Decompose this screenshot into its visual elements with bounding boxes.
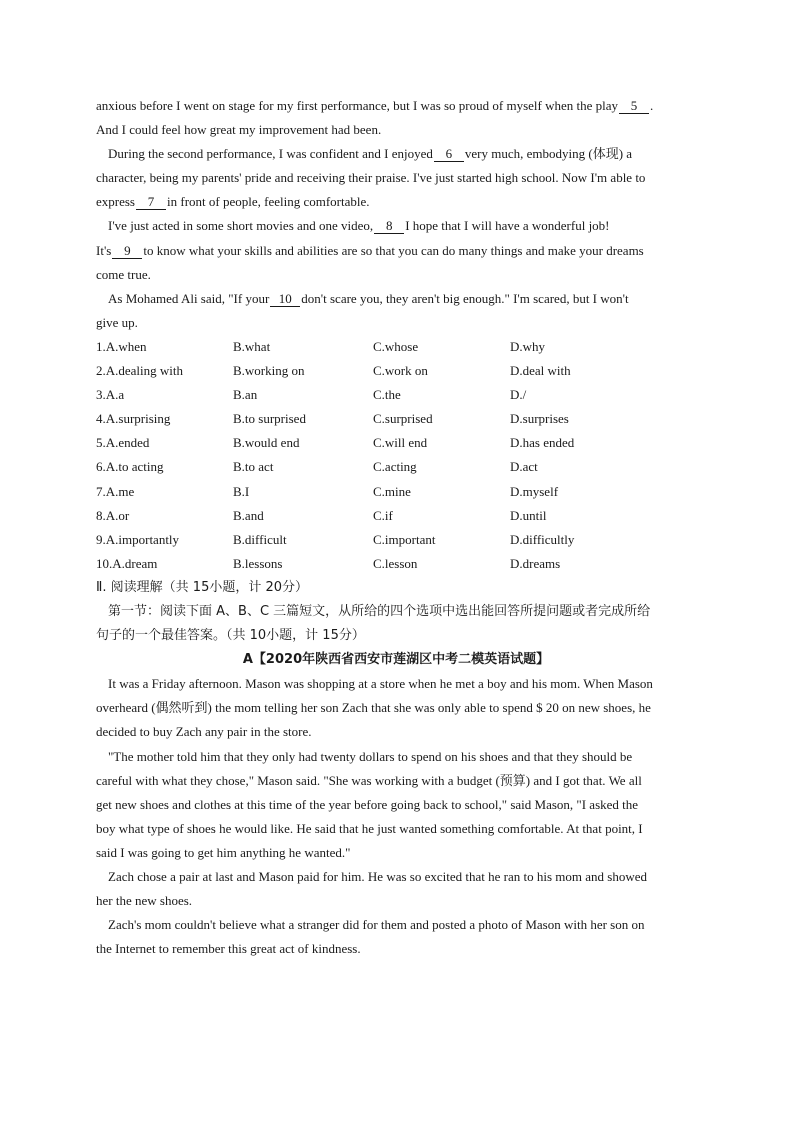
- passage-text: in front of people, feeling comfortable.: [167, 194, 370, 210]
- article-line: her the new shoes.: [96, 893, 193, 909]
- option-b[interactable]: B.lessons: [233, 555, 283, 571]
- option-d[interactable]: D.has ended: [510, 435, 575, 451]
- option-row: [96, 359, 696, 383]
- passage-text: .: [650, 98, 654, 113]
- option-c[interactable]: C.the: [373, 387, 401, 403]
- option-a[interactable]: 1.A.when: [96, 338, 147, 354]
- option-a[interactable]: 10.A.dream: [96, 555, 158, 571]
- option-d[interactable]: D.myself: [510, 483, 559, 499]
- passage-text: I hope that I will have a wonderful job!: [405, 218, 610, 234]
- option-d[interactable]: D.why: [510, 338, 546, 354]
- article-line: It was a Friday afternoon. Mason was shopping at a store when he met a boy and his mom. When Mason: [108, 676, 653, 692]
- option-row: [96, 528, 696, 552]
- article-line: "The mother told him that they only had twenty dollars to spend on his shoes and that they should be: [108, 748, 633, 764]
- passage-text: don't scare you, they aren't big enough." I'm scared, but I won't: [301, 290, 629, 306]
- option-a[interactable]: 8.A.or: [96, 507, 130, 523]
- section-instruction: 第一节：阅读下面 A、B、C 三篇短文，从所给的四个选项中选出能回答所提问题或者完成所给: [108, 603, 651, 619]
- article-line: careful with what they chose," Mason said. "She was working with a budget (预算) and I got that. We all: [96, 772, 642, 788]
- option-row: [96, 431, 696, 455]
- passage-line: [96, 190, 696, 214]
- option-d[interactable]: D.until: [510, 507, 547, 523]
- passage-line: [96, 287, 696, 311]
- passage-line: [96, 166, 696, 190]
- option-row: [96, 455, 696, 479]
- option-row: [96, 383, 696, 407]
- option-a[interactable]: 4.A.surprising: [96, 411, 171, 427]
- option-c[interactable]: C.important: [373, 531, 436, 547]
- article-line: Zach's mom couldn't believe what a stranger did for them and posted a photo of Mason with her son on: [108, 917, 645, 933]
- option-a[interactable]: 5.A.ended: [96, 435, 150, 451]
- option-row: [96, 480, 696, 504]
- passage-line: [96, 239, 696, 263]
- passage-line: [96, 263, 696, 287]
- passage-text: During the second performance, I was confident and I enjoyed: [108, 146, 433, 162]
- blank-5[interactable]: 5: [619, 98, 649, 114]
- passage-text: And I could feel how great my improvement had been.: [96, 122, 382, 138]
- article-line: Zach chose a pair at last and Mason paid for him. He was so excited that he ran to his mom and showed: [108, 869, 647, 884]
- document-page: [96, 94, 696, 961]
- passage-text: express: [96, 194, 135, 210]
- passage-line: [96, 311, 696, 335]
- article-line: boy what type of shoes he would like. He said that he just wanted something comfortable. At that point, I: [96, 820, 643, 836]
- option-a[interactable]: 6.A.to acting: [96, 459, 164, 475]
- option-b[interactable]: B.difficult: [233, 531, 287, 547]
- option-b[interactable]: B.what: [233, 338, 271, 354]
- article-line: decided to buy Zach any pair in the store.: [96, 724, 312, 740]
- blank-9[interactable]: 9: [112, 243, 142, 259]
- passage-text: very much, embodying (体现) a: [464, 146, 633, 162]
- option-b[interactable]: B.and: [233, 507, 264, 523]
- passage-text: give up.: [96, 314, 138, 330]
- option-c[interactable]: C.will end: [373, 435, 428, 451]
- passage-text: I've just acted in some short movies and one video,: [108, 218, 374, 234]
- option-a[interactable]: 3.A.a: [96, 387, 125, 403]
- option-b[interactable]: B.working on: [233, 363, 305, 379]
- option-c[interactable]: C.surprised: [373, 411, 433, 427]
- blank-7[interactable]: 7: [136, 194, 166, 210]
- option-c[interactable]: C.whose: [373, 338, 419, 354]
- option-row: [96, 552, 696, 576]
- option-b[interactable]: B.an: [233, 387, 258, 403]
- option-c[interactable]: C.work on: [373, 363, 428, 379]
- article-line: get new shoes and clothes at this time of the year before going back to school," said Mason, "I asked the: [96, 796, 639, 812]
- option-row: [96, 407, 696, 431]
- article-body: [96, 672, 696, 961]
- article-line: said I was going to get him anything he wanted.": [96, 844, 351, 860]
- blank-8[interactable]: 8: [374, 218, 404, 234]
- passage-heading: A【2020年陕西省西安市莲湖区中考二模英语试题】: [242, 652, 550, 668]
- option-c[interactable]: C.lesson: [373, 555, 418, 571]
- option-d[interactable]: D.dreams: [510, 555, 561, 571]
- option-c[interactable]: C.acting: [373, 459, 417, 475]
- blank-6[interactable]: 6: [434, 146, 464, 162]
- article-line: overheard (偶然听到) the mom telling her son Zach that she was only able to spend $ 20 on new shoes, he: [96, 700, 651, 716]
- passage-text: to know what your skills and abilities are so that you can do many things and make your dreams: [143, 242, 644, 258]
- option-d[interactable]: D.surprises: [510, 411, 569, 427]
- option-d[interactable]: D.deal with: [510, 363, 571, 379]
- section-title: Ⅱ. 阅读理解（共 15小题，计 20分）: [96, 579, 309, 595]
- option-c[interactable]: C.mine: [373, 483, 411, 499]
- passage-line: [96, 94, 696, 118]
- option-d[interactable]: D./: [510, 387, 527, 403]
- blank-10[interactable]: 10: [270, 291, 300, 307]
- options-list: [96, 335, 696, 576]
- option-row: [96, 504, 696, 528]
- article-line: the Internet to remember this great act of kindness.: [96, 941, 361, 957]
- option-a[interactable]: 2.A.dealing with: [96, 363, 184, 379]
- option-c[interactable]: C.if: [373, 507, 393, 523]
- option-row: [96, 335, 696, 359]
- option-d[interactable]: D.act: [510, 459, 538, 475]
- option-a[interactable]: 9.A.importantly: [96, 531, 180, 547]
- passage-text: anxious before I went on stage for my first performance, but I was so proud of myself when the play: [96, 98, 619, 113]
- passage-line: [96, 118, 696, 142]
- option-b[interactable]: B.I: [233, 483, 250, 499]
- passage-line: [96, 214, 696, 238]
- passage-text: It's: [96, 242, 112, 258]
- option-d[interactable]: D.difficultly: [510, 531, 575, 547]
- option-b[interactable]: B.would end: [233, 435, 300, 451]
- passage-line: [96, 142, 696, 166]
- passage-text: As Mohamed Ali said, "If your: [108, 290, 270, 306]
- passage-text: character, being my parents' pride and receiving their praise. I've just started high school. Now I'm able to: [96, 170, 646, 186]
- option-b[interactable]: B.to act: [233, 459, 274, 475]
- section-instruction: 句子的一个最佳答案。（共 10小题，计 15分）: [96, 628, 365, 644]
- option-a[interactable]: 7.A.me: [96, 483, 135, 499]
- passage-text: come true.: [96, 266, 151, 282]
- option-b[interactable]: B.to surprised: [233, 411, 306, 427]
